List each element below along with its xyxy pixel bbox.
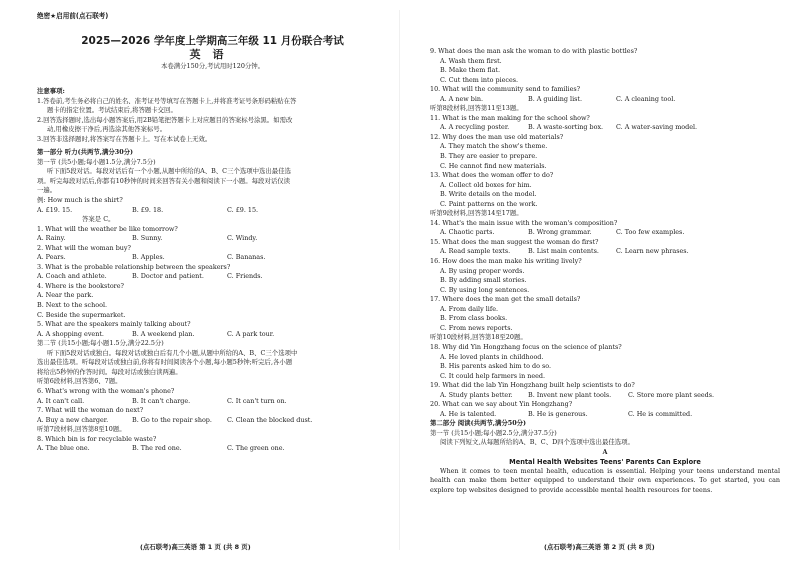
option-b: B. Make them flat. (440, 66, 501, 75)
option-c: C. Windy. (227, 234, 258, 243)
section2-instructions: 听下面5段对话或独白。每段对话或独白后有几个小题,从题中所给的A、B、C三个选项中 (47, 348, 298, 357)
example-options (37, 206, 388, 216)
option-c: C. It can't turn on. (227, 396, 287, 405)
option-b: B. Apples. (132, 253, 165, 262)
option-c: C. It could help farmers in need. (440, 371, 546, 380)
note-line: 题卡的指定位置。考试结束后,将答题卡交回。 (47, 106, 177, 115)
part2-title: 第二部分 阅读(共两节,满分50分) (430, 419, 527, 428)
question-6: 6. What's wrong with the woman's phone? (37, 386, 175, 395)
option-a: A. By using proper words. (440, 266, 525, 275)
option-b: B. A guiding list. (528, 94, 582, 103)
option-b: B. List main contents. (528, 247, 599, 256)
question-19-options (430, 391, 780, 401)
note-line: 1.答卷前,考生务必将自己的姓名、准考证号等填写在答题卡上,并将准考证号条形码粘贴在答 (37, 96, 297, 105)
question-7-options (37, 416, 388, 426)
option-b: B. It can't charge. (132, 396, 191, 405)
page-footer-right: (点石联考)高三英语 第 2 页 (共 8 页) (544, 543, 655, 551)
option-c: C. A cleaning tool. (616, 94, 676, 103)
question-7: 7. What will the woman do next? (37, 406, 144, 415)
confidential-mark: 绝密★启用前(点石联考) (37, 12, 109, 20)
question-8-options (37, 444, 388, 454)
option-c: C. By using long sentences. (440, 285, 530, 294)
option-a: A. He loved plants in childhood. (440, 352, 544, 361)
question-20-options (430, 410, 780, 420)
question-15-options (430, 247, 780, 257)
option-b: B. His parents asked him to do so. (440, 362, 551, 371)
question-11-options (430, 123, 780, 133)
option-a: A. Near the park. (37, 291, 94, 300)
option-c: C. Learn new phrases. (616, 247, 689, 256)
section1-instructions: 一遍。 (37, 186, 57, 195)
option-c: C. Friends. (227, 272, 263, 281)
question-2: 2. What will the woman buy? (37, 243, 131, 252)
question-12: 12. Why does the man use old materials? (430, 132, 564, 141)
question-8: 8. Which bin is for recyclable waste? (37, 434, 157, 443)
example-option-c: C. £9. 15. (227, 205, 259, 214)
option-c: C. Clean the blocked dust. (227, 415, 313, 424)
option-a: A. From daily life. (440, 304, 499, 313)
passage-text: When it comes to teen mental health, education is essential. Helping your teens understand mental health can make them better equipped to understand their own experiences. To get started, you can explore top websites designed to provide accessible mental health resources for teens. (430, 466, 780, 494)
section1-instructions: 项。听完每段对话后,你都有10秒钟的时间来回答有关小题和阅读下一小题。每段对话仅读 (37, 176, 291, 185)
option-c: C. Too few examples. (616, 228, 685, 237)
option-b: B. Invent new plant tools. (528, 390, 612, 399)
option-b: B. Wrong grammar. (528, 228, 592, 237)
question-3: 3. What is the probable relationship between the speakers? (37, 262, 231, 271)
material-9: 听第9段材料,回答第14至17题。 (430, 209, 523, 218)
option-b: B. A waste-sorting box. (528, 123, 604, 132)
question-5-options (37, 330, 388, 340)
option-a: A. Chaotic parts. (440, 228, 495, 237)
option-a: A. Rainy. (37, 234, 66, 243)
option-b: B. The red one. (132, 444, 182, 453)
option-b: B. A weekend plan. (132, 329, 195, 338)
option-a: A. Read sample texts. (440, 247, 511, 256)
note-line: 动,用橡皮擦干净后,再选涂其他答案标号。 (47, 125, 167, 134)
exam-title: 2025—2026 学年度上学期高三年级 11 月份联合考试 (81, 35, 344, 47)
option-c: C. Beside the supermarket. (37, 310, 126, 319)
question-14-options (430, 228, 780, 238)
option-b: B. They are easier to prepare. (440, 152, 538, 161)
option-c: C. He cannot find new materials. (440, 161, 547, 170)
option-c: C. Store more plant seeds. (628, 390, 715, 399)
exam-subject: 英语 (189, 48, 236, 61)
material-6: 听第6段材料,回答第6、7题。 (37, 377, 122, 386)
option-a: A. A shopping event. (37, 329, 104, 338)
example-option-b: B. £9. 18. (132, 205, 164, 214)
option-a: A. Collect old boxes for him. (440, 180, 532, 189)
option-b: B. Write details on the model. (440, 190, 537, 199)
example-question-text: How much is the shirt? (47, 196, 123, 205)
question-10: 10. What will the community send to families? (430, 85, 581, 94)
option-c: C. Paint patterns on the work. (440, 199, 538, 208)
option-a: A. Pears. (37, 253, 66, 262)
option-b: B. He is generous. (528, 409, 588, 418)
question-10-options (430, 95, 780, 105)
question-15: 15. What does the man suggest the woman do first? (430, 237, 599, 246)
option-c: C. A park tour. (227, 329, 275, 338)
question-11: 11. What is the man making for the school show? (430, 113, 590, 122)
score-info: 本卷满分150分,考试用时120分钟。 (160, 62, 265, 70)
option-c: C. Bananas. (227, 253, 266, 262)
option-c: C. He is committed. (628, 409, 693, 418)
material-10: 听第10段材料,回答第18至20题。 (430, 333, 527, 342)
option-b: B. Sunny. (132, 234, 163, 243)
section2-instructions: 选出最佳选项。听每段对话或独白前,你将有时间阅读各个小题,每小题5秒钟;听完后,各小题 (37, 358, 293, 367)
part2-instructions: 阅读下列短文,从每题所给的A、B、C、D四个选项中选出最佳选项。 (440, 438, 634, 447)
question-17: 17. Where does the man get the small details? (430, 295, 581, 304)
option-b: B. Next to the school. (37, 301, 108, 310)
material-7: 听第7段材料,回答第8至10题。 (37, 425, 126, 434)
option-c: C. A water-saving model. (616, 123, 698, 132)
question-18: 18. Why did Yin Hongzhang focus on the science of plants? (430, 342, 622, 351)
section1-title: 第一节 (共5小题;每小题1.5分,满分7.5分) (37, 157, 156, 166)
option-a: A. He is talented. (440, 409, 497, 418)
option-a: A. Coach and athlete. (37, 272, 107, 281)
notes-title: 注意事项: (37, 87, 65, 95)
option-a: A. The blue one. (37, 444, 90, 453)
note-line: 2.回答选择题时,选出每小题答案后,用2B铅笔把答题卡上对应题目的答案标号涂黑。如需改 (37, 115, 293, 124)
question-6-options (37, 397, 388, 407)
part1-title: 第一部分 听力(共两节,满分30分) (37, 148, 134, 157)
option-b: B. From class books. (440, 314, 508, 323)
question-5: 5. What are the speakers mainly talking about? (37, 320, 191, 329)
option-b: B. By adding small stories. (440, 276, 527, 285)
question-13: 13. What does the woman offer to do? (430, 171, 554, 180)
note-line: 3.回答非选择题时,将答案写在答题卡上。写在本试卷上无效。 (37, 134, 212, 143)
question-14: 14. What's the main issue with the woman's composition? (430, 218, 618, 227)
option-a: A. It can't call. (37, 396, 85, 405)
option-c: C. Cut them into pieces. (440, 75, 519, 84)
question-1-options (37, 234, 388, 244)
question-1: 1. What will the weather be like tomorrow? (37, 224, 178, 233)
question-19: 19. What did the lab Yin Hongzhang built help scientists to do? (430, 381, 635, 390)
question-4: 4. Where is the bookstore? (37, 281, 124, 290)
option-c: C. The green one. (227, 444, 285, 453)
example-question (37, 196, 388, 206)
part2-section1-title: 第一节 (共15小题;每小题2.5分,满分37.5分) (430, 428, 557, 437)
option-a: A. A recycling poster. (440, 123, 510, 132)
option-a: A. Buy a new charger. (37, 415, 109, 424)
question-3-options (37, 272, 388, 282)
question-2-options (37, 253, 388, 263)
example-answer: 答案是 C。 (82, 215, 115, 224)
option-a: A. Study plants better. (440, 390, 513, 399)
passage-label: A (602, 447, 608, 456)
option-c: C. From news reports. (440, 323, 513, 332)
material-8: 听第8段材料,回答第11至13题。 (430, 104, 523, 113)
question-9: 9. What does the man ask the woman to do with plastic bottles? (430, 47, 638, 55)
passage-title: Mental Health Websites Teens' Parents Can Explore (509, 457, 701, 466)
question-20: 20. What can we say about Yin Hongzhang? (430, 400, 573, 409)
example-label: 例: (37, 196, 46, 205)
right-page (400, 0, 800, 564)
option-b: B. Doctor and patient. (132, 272, 204, 281)
page-footer-left: (点石联考)高三英语 第 1 页 (共 8 页) (140, 543, 251, 551)
option-a: A. A new bin. (440, 94, 484, 103)
example-option-a: A. £19. 15. (37, 205, 73, 214)
option-b: B. Go to the repair shop. (132, 415, 212, 424)
option-a: A. Wash them first. (440, 56, 502, 65)
section2-instructions: 将给出5秒钟的作答时间。每段对话或独白读两遍。 (37, 367, 182, 376)
question-16: 16. How does the man make his writing lively? (430, 257, 582, 266)
option-a: A. They match the show's theme. (440, 142, 548, 151)
section1-instructions: 听下面5段对话。每段对话后有一个小题,从题中所给的A、B、C三个选项中选出最佳选 (47, 167, 291, 176)
section2-title: 第二节 (共15小题;每小题1.5分,满分22.5分) (37, 339, 164, 348)
